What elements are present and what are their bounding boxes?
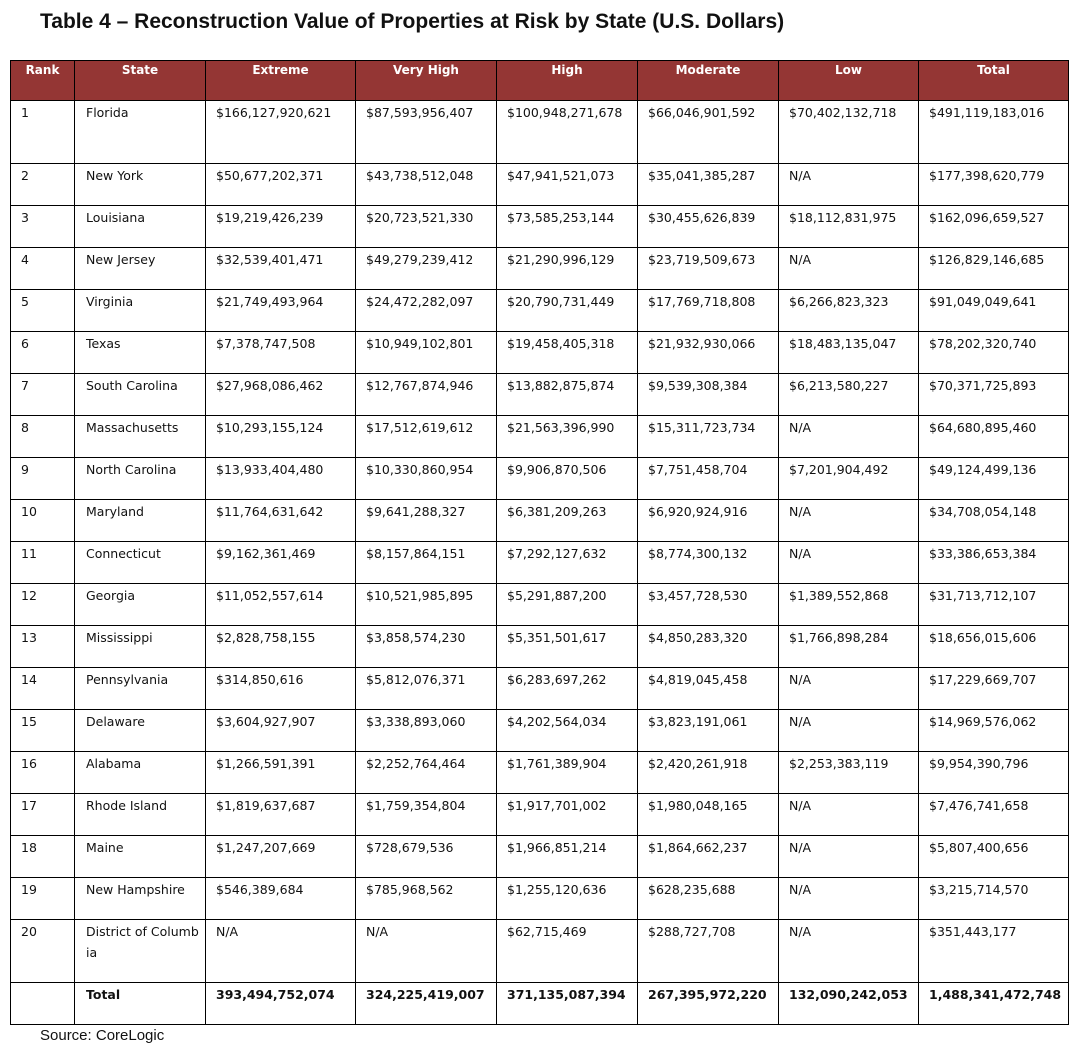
cell-very-high: $5,812,076,371 — [356, 668, 497, 710]
cell-high: $6,381,209,263 — [497, 500, 638, 542]
cell-total: $33,386,653,384 — [919, 542, 1069, 584]
table-body — [11, 101, 1069, 1025]
cell-very-high: $1,759,354,804 — [356, 794, 497, 836]
cell-high: $1,917,701,002 — [497, 794, 638, 836]
cell-total: $177,398,620,779 — [919, 164, 1069, 206]
table-row — [11, 101, 1069, 164]
cell-low: $7,201,904,492 — [779, 458, 919, 500]
cell-total: $70,371,725,893 — [919, 374, 1069, 416]
cell-rank: 6 — [11, 332, 75, 374]
cell-moderate: $6,920,924,916 — [638, 500, 779, 542]
cell-rank: 12 — [11, 584, 75, 626]
cell-very-high: $20,723,521,330 — [356, 206, 497, 248]
cell-rank: 18 — [11, 836, 75, 878]
cell-rank: 17 — [11, 794, 75, 836]
table-row — [11, 206, 1069, 248]
cell-low: N/A — [779, 416, 919, 458]
cell-state: Rhode Island — [75, 794, 206, 836]
cell-extreme: $10,293,155,124 — [206, 416, 356, 458]
table-row — [11, 164, 1069, 206]
cell-moderate: $3,823,191,061 — [638, 710, 779, 752]
cell-very-high: $3,858,574,230 — [356, 626, 497, 668]
column-header-state: State — [75, 61, 206, 101]
cell-extreme: $11,052,557,614 — [206, 584, 356, 626]
cell-rank: 2 — [11, 164, 75, 206]
cell-high: $73,585,253,144 — [497, 206, 638, 248]
cell-total: $34,708,054,148 — [919, 500, 1069, 542]
cell-low: $18,112,831,975 — [779, 206, 919, 248]
cell-rank: 11 — [11, 542, 75, 584]
cell-state: Massachusetts — [75, 416, 206, 458]
cell-extreme: $11,764,631,642 — [206, 500, 356, 542]
cell-state: New Hampshire — [75, 878, 206, 920]
cell-total: $491,119,183,016 — [919, 101, 1069, 164]
cell-moderate: $35,041,385,287 — [638, 164, 779, 206]
total-cell-extreme: 393,494,752,074 — [206, 983, 356, 1025]
table-row — [11, 542, 1069, 584]
cell-state: Florida — [75, 101, 206, 164]
cell-moderate: $15,311,723,734 — [638, 416, 779, 458]
cell-total: $9,954,390,796 — [919, 752, 1069, 794]
cell-very-high: $10,330,860,954 — [356, 458, 497, 500]
source-note: Source: CoreLogic — [40, 1027, 165, 1044]
cell-extreme: $21,749,493,964 — [206, 290, 356, 332]
table-title: Table 4 – Reconstruction Value of Properties at Risk by State (U.S. Dollars) — [40, 10, 785, 33]
cell-moderate: $17,769,718,808 — [638, 290, 779, 332]
column-header-high: High — [497, 61, 638, 101]
cell-extreme: $546,389,684 — [206, 878, 356, 920]
table-row — [11, 584, 1069, 626]
cell-total: $18,656,015,606 — [919, 626, 1069, 668]
cell-total: $5,807,400,656 — [919, 836, 1069, 878]
cell-total: $14,969,576,062 — [919, 710, 1069, 752]
header-row — [11, 61, 1069, 101]
cell-very-high: $9,641,288,327 — [356, 500, 497, 542]
table-row — [11, 374, 1069, 416]
cell-moderate: $7,751,458,704 — [638, 458, 779, 500]
cell-low: N/A — [779, 542, 919, 584]
cell-rank: 13 — [11, 626, 75, 668]
table-row — [11, 752, 1069, 794]
cell-moderate: $30,455,626,839 — [638, 206, 779, 248]
cell-rank: 1 — [11, 101, 75, 164]
cell-rank: 9 — [11, 458, 75, 500]
cell-rank: 4 — [11, 248, 75, 290]
cell-low: $1,766,898,284 — [779, 626, 919, 668]
cell-extreme: $314,850,616 — [206, 668, 356, 710]
cell-extreme: $1,266,591,391 — [206, 752, 356, 794]
cell-state: Maryland — [75, 500, 206, 542]
cell-extreme: $1,819,637,687 — [206, 794, 356, 836]
cell-moderate: $8,774,300,132 — [638, 542, 779, 584]
table-row — [11, 290, 1069, 332]
cell-very-high: $3,338,893,060 — [356, 710, 497, 752]
cell-rank: 8 — [11, 416, 75, 458]
cell-high: $13,882,875,874 — [497, 374, 638, 416]
cell-high: $5,351,501,617 — [497, 626, 638, 668]
cell-extreme: $27,968,086,462 — [206, 374, 356, 416]
column-header-total: Total — [919, 61, 1069, 101]
cell-very-high: $8,157,864,151 — [356, 542, 497, 584]
cell-extreme: $166,127,920,621 — [206, 101, 356, 164]
total-cell-rank — [11, 983, 75, 1025]
cell-extreme: N/A — [206, 920, 356, 983]
cell-high: $7,292,127,632 — [497, 542, 638, 584]
cell-state: Mississippi — [75, 626, 206, 668]
table-row — [11, 626, 1069, 668]
cell-high: $6,283,697,262 — [497, 668, 638, 710]
cell-extreme: $2,828,758,155 — [206, 626, 356, 668]
cell-low: N/A — [779, 164, 919, 206]
cell-state: New Jersey — [75, 248, 206, 290]
cell-state: New York — [75, 164, 206, 206]
table-row — [11, 836, 1069, 878]
cell-high: $21,563,396,990 — [497, 416, 638, 458]
cell-state: Pennsylvania — [75, 668, 206, 710]
table-row — [11, 416, 1069, 458]
cell-high: $19,458,405,318 — [497, 332, 638, 374]
cell-low: N/A — [779, 920, 919, 983]
table-row — [11, 794, 1069, 836]
risk-table — [10, 60, 1069, 1025]
total-cell-moderate: 267,395,972,220 — [638, 983, 779, 1025]
cell-total: $17,229,669,707 — [919, 668, 1069, 710]
cell-very-high: $49,279,239,412 — [356, 248, 497, 290]
cell-total: $31,713,712,107 — [919, 584, 1069, 626]
column-header-rank: Rank — [11, 61, 75, 101]
cell-high: $1,761,389,904 — [497, 752, 638, 794]
cell-rank: 7 — [11, 374, 75, 416]
cell-low: N/A — [779, 878, 919, 920]
cell-total: $91,049,049,641 — [919, 290, 1069, 332]
cell-state: Maine — [75, 836, 206, 878]
cell-extreme: $9,162,361,469 — [206, 542, 356, 584]
cell-total: $7,476,741,658 — [919, 794, 1069, 836]
cell-rank: 20 — [11, 920, 75, 983]
cell-high: $9,906,870,506 — [497, 458, 638, 500]
cell-low: $2,253,383,119 — [779, 752, 919, 794]
cell-total: $49,124,499,136 — [919, 458, 1069, 500]
cell-high: $4,202,564,034 — [497, 710, 638, 752]
cell-extreme: $7,378,747,508 — [206, 332, 356, 374]
cell-rank: 14 — [11, 668, 75, 710]
cell-rank: 3 — [11, 206, 75, 248]
cell-very-high: $87,593,956,407 — [356, 101, 497, 164]
cell-state: Texas — [75, 332, 206, 374]
cell-total: $351,443,177 — [919, 920, 1069, 983]
cell-rank: 10 — [11, 500, 75, 542]
column-header-low: Low — [779, 61, 919, 101]
table-row — [11, 500, 1069, 542]
cell-state: Louisiana — [75, 206, 206, 248]
cell-high: $62,715,469 — [497, 920, 638, 983]
column-header-extreme: Extreme — [206, 61, 356, 101]
cell-moderate: $9,539,308,384 — [638, 374, 779, 416]
table-row — [11, 920, 1069, 983]
cell-high: $100,948,271,678 — [497, 101, 638, 164]
cell-very-high: $43,738,512,048 — [356, 164, 497, 206]
cell-moderate: $23,719,509,673 — [638, 248, 779, 290]
cell-state: Georgia — [75, 584, 206, 626]
cell-state: Delaware — [75, 710, 206, 752]
cell-moderate: $4,850,283,320 — [638, 626, 779, 668]
cell-moderate: $1,980,048,165 — [638, 794, 779, 836]
cell-state: District of Columbia — [75, 920, 206, 983]
cell-rank: 19 — [11, 878, 75, 920]
cell-very-high: $2,252,764,464 — [356, 752, 497, 794]
cell-moderate: $2,420,261,918 — [638, 752, 779, 794]
total-cell-very-high: 324,225,419,007 — [356, 983, 497, 1025]
cell-state: South Carolina — [75, 374, 206, 416]
cell-total: $126,829,146,685 — [919, 248, 1069, 290]
cell-low: N/A — [779, 248, 919, 290]
cell-high: $20,790,731,449 — [497, 290, 638, 332]
cell-very-high: $17,512,619,612 — [356, 416, 497, 458]
cell-high: $21,290,996,129 — [497, 248, 638, 290]
cell-moderate: $3,457,728,530 — [638, 584, 779, 626]
cell-very-high: N/A — [356, 920, 497, 983]
cell-rank: 5 — [11, 290, 75, 332]
cell-extreme: $3,604,927,907 — [206, 710, 356, 752]
cell-extreme: $13,933,404,480 — [206, 458, 356, 500]
column-header-very-high: Very High — [356, 61, 497, 101]
cell-high: $1,966,851,214 — [497, 836, 638, 878]
cell-low: $1,389,552,868 — [779, 584, 919, 626]
cell-very-high: $728,679,536 — [356, 836, 497, 878]
cell-moderate: $1,864,662,237 — [638, 836, 779, 878]
table-row — [11, 878, 1069, 920]
cell-low: N/A — [779, 500, 919, 542]
cell-total: $162,096,659,527 — [919, 206, 1069, 248]
cell-state: North Carolina — [75, 458, 206, 500]
cell-low: $6,213,580,227 — [779, 374, 919, 416]
cell-rank: 16 — [11, 752, 75, 794]
cell-moderate: $628,235,688 — [638, 878, 779, 920]
table-row — [11, 668, 1069, 710]
cell-total: $64,680,895,460 — [919, 416, 1069, 458]
cell-low: $70,402,132,718 — [779, 101, 919, 164]
cell-moderate: $4,819,045,458 — [638, 668, 779, 710]
cell-total: $78,202,320,740 — [919, 332, 1069, 374]
table-row — [11, 458, 1069, 500]
cell-total: $3,215,714,570 — [919, 878, 1069, 920]
cell-state: Alabama — [75, 752, 206, 794]
cell-moderate: $288,727,708 — [638, 920, 779, 983]
cell-high: $1,255,120,636 — [497, 878, 638, 920]
cell-high: $47,941,521,073 — [497, 164, 638, 206]
cell-very-high: $24,472,282,097 — [356, 290, 497, 332]
cell-extreme: $1,247,207,669 — [206, 836, 356, 878]
cell-low: N/A — [779, 710, 919, 752]
cell-extreme: $19,219,426,239 — [206, 206, 356, 248]
total-cell-low: 132,090,242,053 — [779, 983, 919, 1025]
total-cell-total: 1,488,341,472,748 — [919, 983, 1069, 1025]
total-row — [11, 983, 1069, 1025]
table-row — [11, 248, 1069, 290]
cell-extreme: $50,677,202,371 — [206, 164, 356, 206]
cell-state: Virginia — [75, 290, 206, 332]
cell-very-high: $10,521,985,895 — [356, 584, 497, 626]
cell-low: N/A — [779, 794, 919, 836]
cell-very-high: $12,767,874,946 — [356, 374, 497, 416]
table-row — [11, 710, 1069, 752]
cell-moderate: $66,046,901,592 — [638, 101, 779, 164]
cell-low: $18,483,135,047 — [779, 332, 919, 374]
cell-low: $6,266,823,323 — [779, 290, 919, 332]
cell-low: N/A — [779, 836, 919, 878]
column-header-moderate: Moderate — [638, 61, 779, 101]
cell-rank: 15 — [11, 710, 75, 752]
cell-high: $5,291,887,200 — [497, 584, 638, 626]
table-row — [11, 332, 1069, 374]
cell-extreme: $32,539,401,471 — [206, 248, 356, 290]
cell-very-high: $10,949,102,801 — [356, 332, 497, 374]
cell-very-high: $785,968,562 — [356, 878, 497, 920]
total-cell-high: 371,135,087,394 — [497, 983, 638, 1025]
total-cell-state: Total — [75, 983, 206, 1025]
cell-low: N/A — [779, 668, 919, 710]
cell-state: Connecticut — [75, 542, 206, 584]
cell-moderate: $21,932,930,066 — [638, 332, 779, 374]
